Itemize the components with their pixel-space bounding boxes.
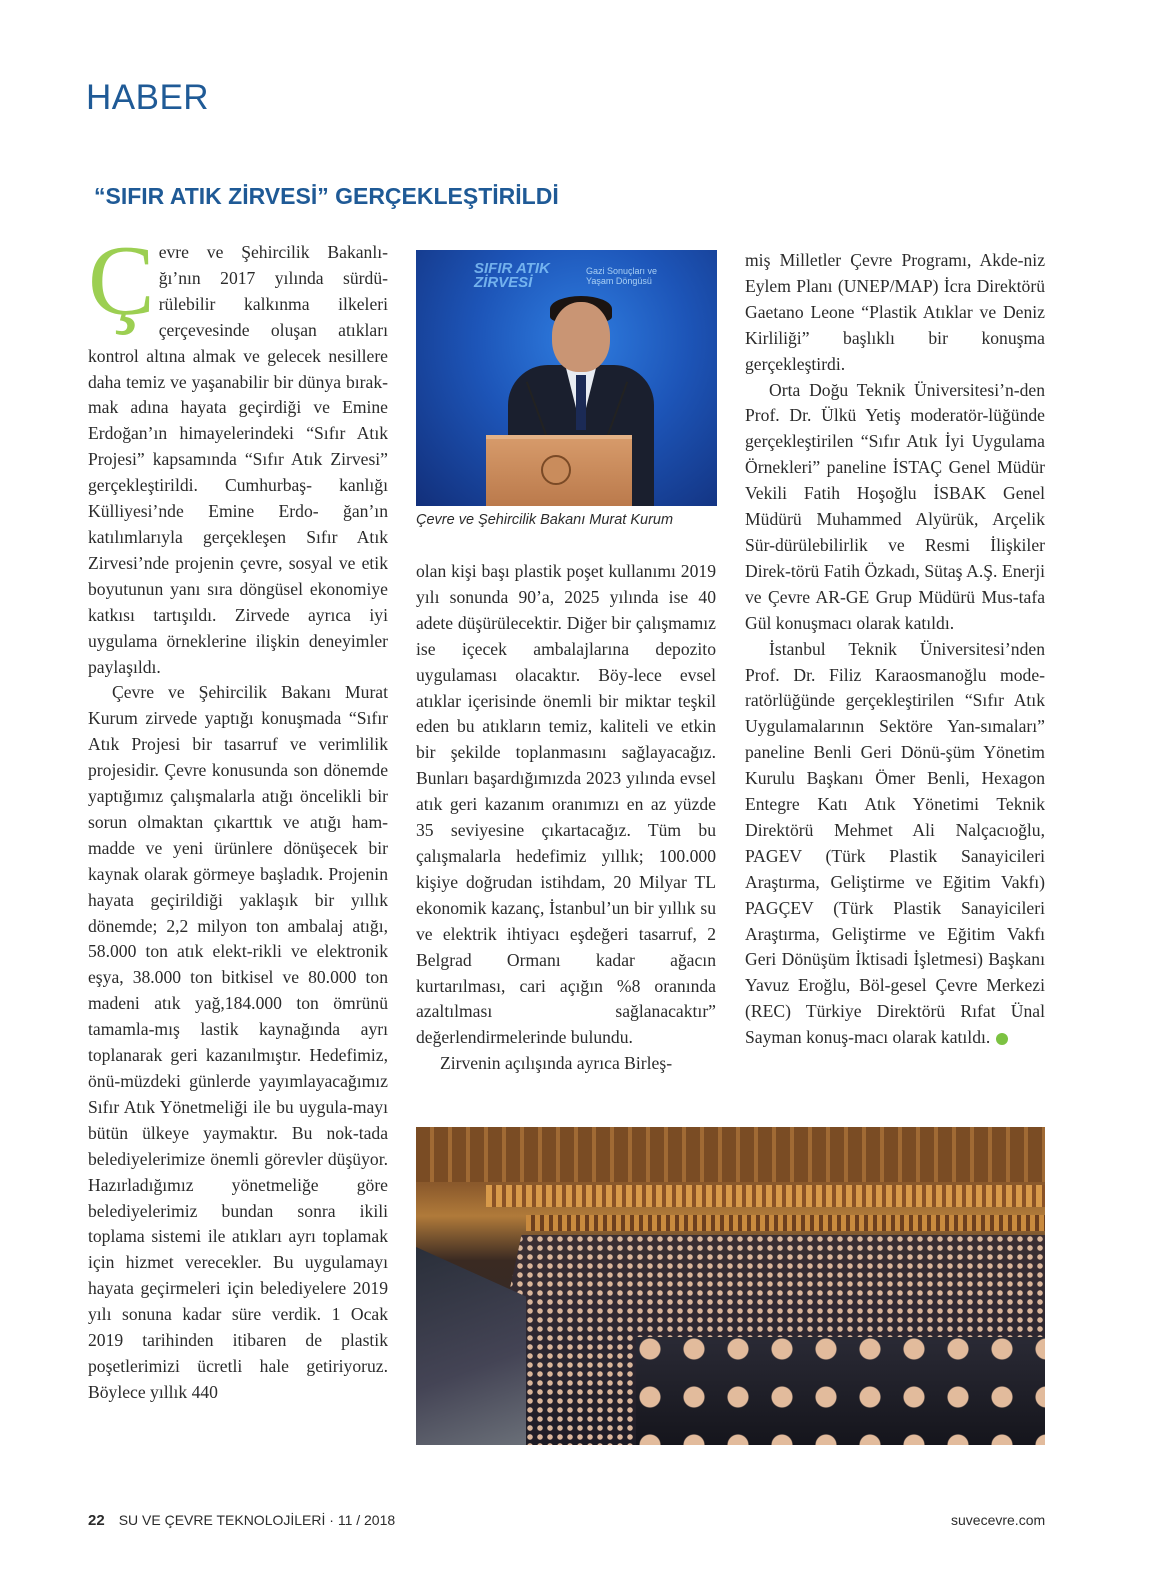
speaker-head [552,302,610,372]
magazine-issue: SU VE ÇEVRE TEKNOLOJİLERİ · 11 / 2018 [118,1512,396,1528]
hall-stage [416,1247,526,1445]
article-column-3 [745,248,1045,1051]
paragraph-opening: Zirvenin açılışında ayrıca Birleş- [440,1053,673,1074]
intro-line: ğı’nın 2017 yılında sürdü- [158,267,388,288]
intro-line: Erdoğan’ın himayelerindeki “Sıfır [88,423,357,444]
intro-line: deneyimler paylaşıldı. [88,630,388,677]
paragraph-panel-1: Orta Doğu Teknik Üniversitesi’n-den Prof. Dr. Ülkü Yetiş moderatör-lüğünde gerçekleştirilen “Sıfır Atık İyi Uygulama Örnekleri” paneline İSTAÇ Genel Müdür Vekili Fatih Hoşoğlu İSBAK Genel Müdürü Muhammed Alyürük, Arçelik Sür-dürülebilirlik ve Resmi İlişkiler Direk-törü Fatih Özkadı, Sütaş A.Ş. Enerji ve Çevre AR-GE Grup Müdürü Mus-tafa Gül konuşmacı olarak katıldı. [745,379,1045,633]
intro-paragraph [88,225,388,680]
intro-line: temiz ve yaşanabilir bir dünya bırak- [126,371,388,392]
hall-ceiling [416,1127,1045,1182]
article-column-1 [88,225,388,1406]
intro-line: rülebilir kalkınma ilkeleri [158,293,388,314]
minister-podium-photo [416,250,717,506]
end-of-article-dot-icon [996,1033,1008,1045]
backdrop-logo-text: SIFIR ATIK ZİRVESİ [474,260,550,291]
intro-line: ekonomiye katkısı tartışıldı. Zirvede [88,578,388,625]
paragraph-targets: olan kişi başı plastik poşet kullanımı 2019 yılı sonunda 90’a, 2025 yılında ise 40 adete düşürülecektir. Diğer bir çalışmamız ise içecek ambalajlarına depozito uygulaması olacaktır. Böy-lece evsel atıklar içerisinde önemli bir miktar teşkil eden bu atıkların temiz, kaliteli ve etkin bir şekilde toplanmasını sağlayacağız. Bunları başardığımızda 2023 yılında evsel atık geri kazanım oranımızı en az yüzde 35 seviyesine çıkartacağız. Tüm bu çalışmalarla hedefimiz yıllık; 100.000 kişiye doğrudan istihdam, 20 Milyar TL ekonomik kazanç, İstanbul’un bir yıllık su ve elektrik ihtiyacı eşdeğeri tasarruf, 2 Belgrad Ormanı kadar ağacın kurtarılması, cari açığın %8 oranında azaltılması sağlanacaktır” değerlendirmelerinde bulundu. [416,561,716,1048]
intro-line: mak adına hayata geçirdiği ve Emine [88,397,388,418]
article-headline: “SIFIR ATIK ZİRVESİ” GERÇEKLEŞTİRİLDİ [94,183,559,209]
intro-line: altına almak ve gelecek nesillere daha [88,345,388,392]
hall-lower-balcony [526,1215,1045,1231]
footer-website: suvecevre.com [951,1512,1046,1528]
intro-line: ayrıca iyi uygulama örneklerine ilişkin [88,604,388,651]
intro-line: çerçevesinde oluşan atıkları kontrol [88,319,388,366]
panel-2-text: İstanbul Teknik Üniversitesi’nden Prof. Dr. Filiz Karaosmanoğlu mode-ratörlüğünde gerçekleştirilen “Sıfır Atık Uygulamalarının Sektöre Yan-sımaları” paneline Benli Geri Dönü-şüm Yönetim Kurulu Başkanı Ömer Benli, Hexagon Entegre Katı Atık Yönetimi Teknik Direktörü Mehmet Ali Nalçacıoğlu, PAGEV (Türk Plastik Sanayicileri Araştırma, Geliştirme ve Eğitim Vakfı) PAGÇEV (Türk Plastik Sanayicileri Araştırma, Geliştirme ve Eğitim Vakfı Geri Dönüşüm İktisadi İşletmesi) Başkanı Yavuz Eroğlu, Böl-gesel Çevre Merkezi (REC) Türkiye Direktörü Rıfat Ünal Sayman konuş-macı olarak katıldı. [745,638,1045,1048]
photo-caption: Çevre ve Şehircilik Bakanı Murat Kurum [416,512,674,528]
summit-audience-photo [416,1127,1045,1445]
article-column-2 [416,559,716,1077]
hall-balcony [486,1185,1045,1207]
intro-line: kanlığı Külliyesi’nde Emine Erdo- [88,475,388,522]
podium-seal [541,455,571,485]
speaker-tie [576,375,586,430]
intro-line: Atık Zirvesi’nde projenin çevre, sosyal [88,526,388,573]
backdrop-subtext: Gazi Sonuçları ve Yaşam Döngüsü [586,266,658,286]
intro-line: Zirvesi” gerçekleştirildi. Cumhurbaş- [88,449,388,496]
intro-line: ve etik boyutunun yanı sıra döngüsel [88,552,388,599]
intro-line: Atık Projesi” kapsamında “Sıfır Atık [88,423,388,470]
front-row-audience [636,1337,1045,1445]
paragraph-minister-quote: Çevre ve Şehircilik Bakanı Murat Kurum zirvede yaptığı konuşmada “Sıfır Atık Projesi bir tasarruf ve verimlilik projesidir. Çevre konusunda son dönemde yaptığımız çalışmalarla atığı öncelikli bir sorun olmaktan çıkarttık ve atığı ham-madde ve yeni ürünlere dönüşecek bir kaynak olarak görmeye başladık. Projenin hayata geçirildiği yaklaşık bir yıllık dönemde; 2,2 milyon ton ambalaj atığı, 58.000 ton atık elekt-rikli ve elektronik eşya, 38.000 ton bitkisel ve 80.000 ton madeni atık yağ,184.000 ton ömrünü tamamla-mış lastik kaynağında ayrı toplanarak geri kazanılmıştır. Hedefimiz, önü-müzdeki günlerde yayımlayacağımız Sıfır Atık Yönetmeliği ile bu uygula-mayı bütün ülkeye yaymaktır. Bu nok-tada belediyelerimize önemli görevler düşüyor. Hazırladığımız yönetmeliğe göre belediyelerimiz bundan sonra ikili toplama sistemi ile atıkları ayrı toplamak için hizmet verecekler. Bu uygulamayı hayata geçirmeleri için belediyelere 2019 yılı sonuna kadar süre verdik. 1 Ocak 2019 tarihinden itibaren de plastik poşetlerimizi ücretli hale getiriyoruz. Böylece yıllık 440 [88,682,388,1402]
page-number: 22 [88,1512,105,1529]
intro-line: evre ve Şehircilik Bakanlı- [158,242,388,262]
drop-cap: Ç [88,225,155,336]
paragraph-panel-2 [745,637,1045,1052]
paragraph-unep: miş Milletler Çevre Programı, Akde-niz Eylem Planı (UNEP/MAP) İcra Direktörü Gaetano Leone “Plastik Atıklar ve Deniz Kirliliği” başlıklı bir konuşma gerçekleştirdi. [745,250,1045,374]
intro-line: ğan’ın katılımlarıyla gerçekleşen Sıfır [88,501,388,547]
footer-left [88,1512,395,1529]
section-label: HABER [86,78,210,117]
